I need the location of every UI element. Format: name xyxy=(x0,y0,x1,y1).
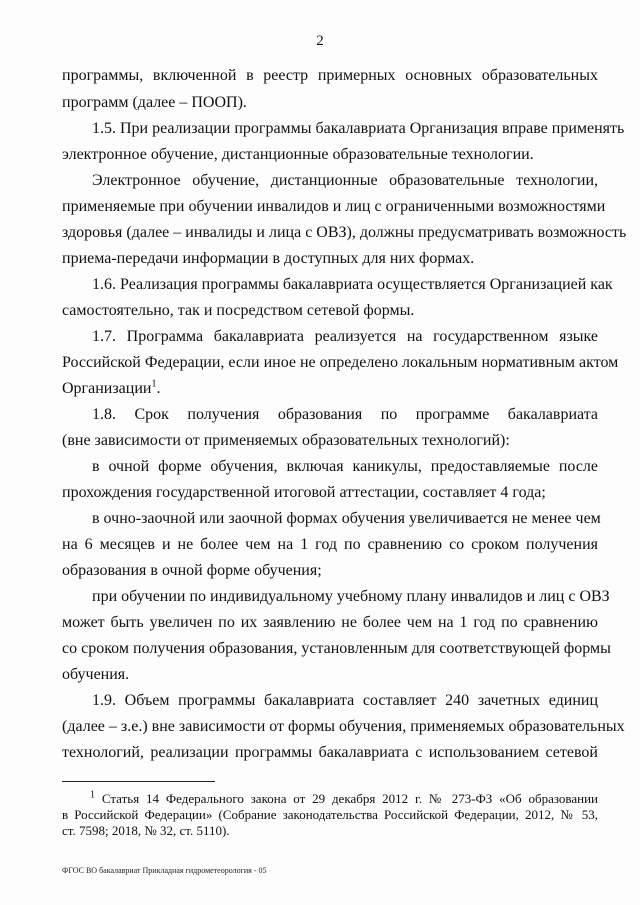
body-line: программ (далее – ПООП). xyxy=(62,94,247,111)
footnote-separator xyxy=(62,781,215,782)
body-line: приема-передачи информации в доступных для них формах. xyxy=(62,250,475,267)
sentence-end: . xyxy=(156,380,161,397)
body-line: применяемые при обучении инвалидов и лиц с ограниченными возможностями xyxy=(62,198,606,215)
body-line xyxy=(62,379,598,399)
body-line: 1.9. Объем программы бакалавриата составляет 240 зачетных единиц xyxy=(92,692,598,709)
body-line: прохождения государственной итоговой аттестации, составляет 4 года; xyxy=(62,484,546,501)
body-line: в очно-заочной или заочной формах обучения увеличивается не менее чем xyxy=(92,510,601,527)
body-line: Российской Федерации, если иное не определено локальным нормативным актом xyxy=(62,354,619,371)
body-line: при обучении по индивидуальному учебному плану инвалидов и лиц с ОВЗ xyxy=(92,588,610,605)
body-line: 1.5. При реализации программы бакалавриата Организация вправе применять xyxy=(92,120,625,137)
page-number: 2 xyxy=(316,33,324,49)
body-line: обучения. xyxy=(62,666,130,683)
body-line: может быть увеличен по их заявлению не более чем на 1 год по сравнению xyxy=(62,614,598,631)
footnote-marker: 1 xyxy=(151,378,157,390)
footnote-line: ст. 7598; 2018, № 32, ст. 5110). xyxy=(62,823,230,838)
body-line: самостоятельно, так и посредством сетевой формы. xyxy=(62,302,415,319)
body-line: программы, включенной в реестр примерных основных образовательных xyxy=(62,67,598,84)
body-line: 1.7. Программа бакалавриата реализуется на государственном языке xyxy=(92,328,598,345)
body-line-text: Организации xyxy=(62,380,152,397)
body-line: (вне зависимости от применяемых образовательных технологий): xyxy=(62,432,510,449)
body-line: Электронное обучение, дистанционные образовательные технологии, xyxy=(92,172,598,189)
page-footer: ФГОС ВО бакалавриат Прикладная гидрометеорология - 05 xyxy=(62,866,267,875)
body-line: со сроком получения образования, установленным для соответствующей формы xyxy=(62,640,611,657)
body-line: электронное обучение, дистанционные образовательные технологии. xyxy=(62,146,534,163)
body-line: в очной форме обучения, включая каникулы, предоставляемые после xyxy=(92,458,598,475)
body-line: технологий, реализации программы бакалавриата с использованием сетевой xyxy=(62,744,598,761)
body-line: 1.6. Реализация программы бакалавриата осуществляется Организацией как xyxy=(92,276,613,293)
body-line: на 6 месяцев и не более чем на 1 год по сравнению со сроком получения xyxy=(62,536,598,553)
body-line: образования в очной форме обучения; xyxy=(62,562,322,579)
footnote-text: Статья 14 Федерального закона от 29 декабря 2012 г. № 273-ФЗ «Об образовании xyxy=(101,791,599,806)
body-line: здоровья (далее – инвалиды и лица с ОВЗ), должны предусматривать возможность xyxy=(62,224,627,241)
body-line: (далее – з.е.) вне зависимости от формы обучения, применяемых образовательных xyxy=(62,718,625,735)
footnote-line: в Российской Федерации» (Собрание законодательства Российской Федерации, 2012, № 53, xyxy=(62,807,598,822)
footnote-line xyxy=(90,791,598,807)
footnote-number: 1 xyxy=(90,789,95,801)
body-line: 1.8. Срок получения образования по программе бакалавриата xyxy=(92,406,598,423)
